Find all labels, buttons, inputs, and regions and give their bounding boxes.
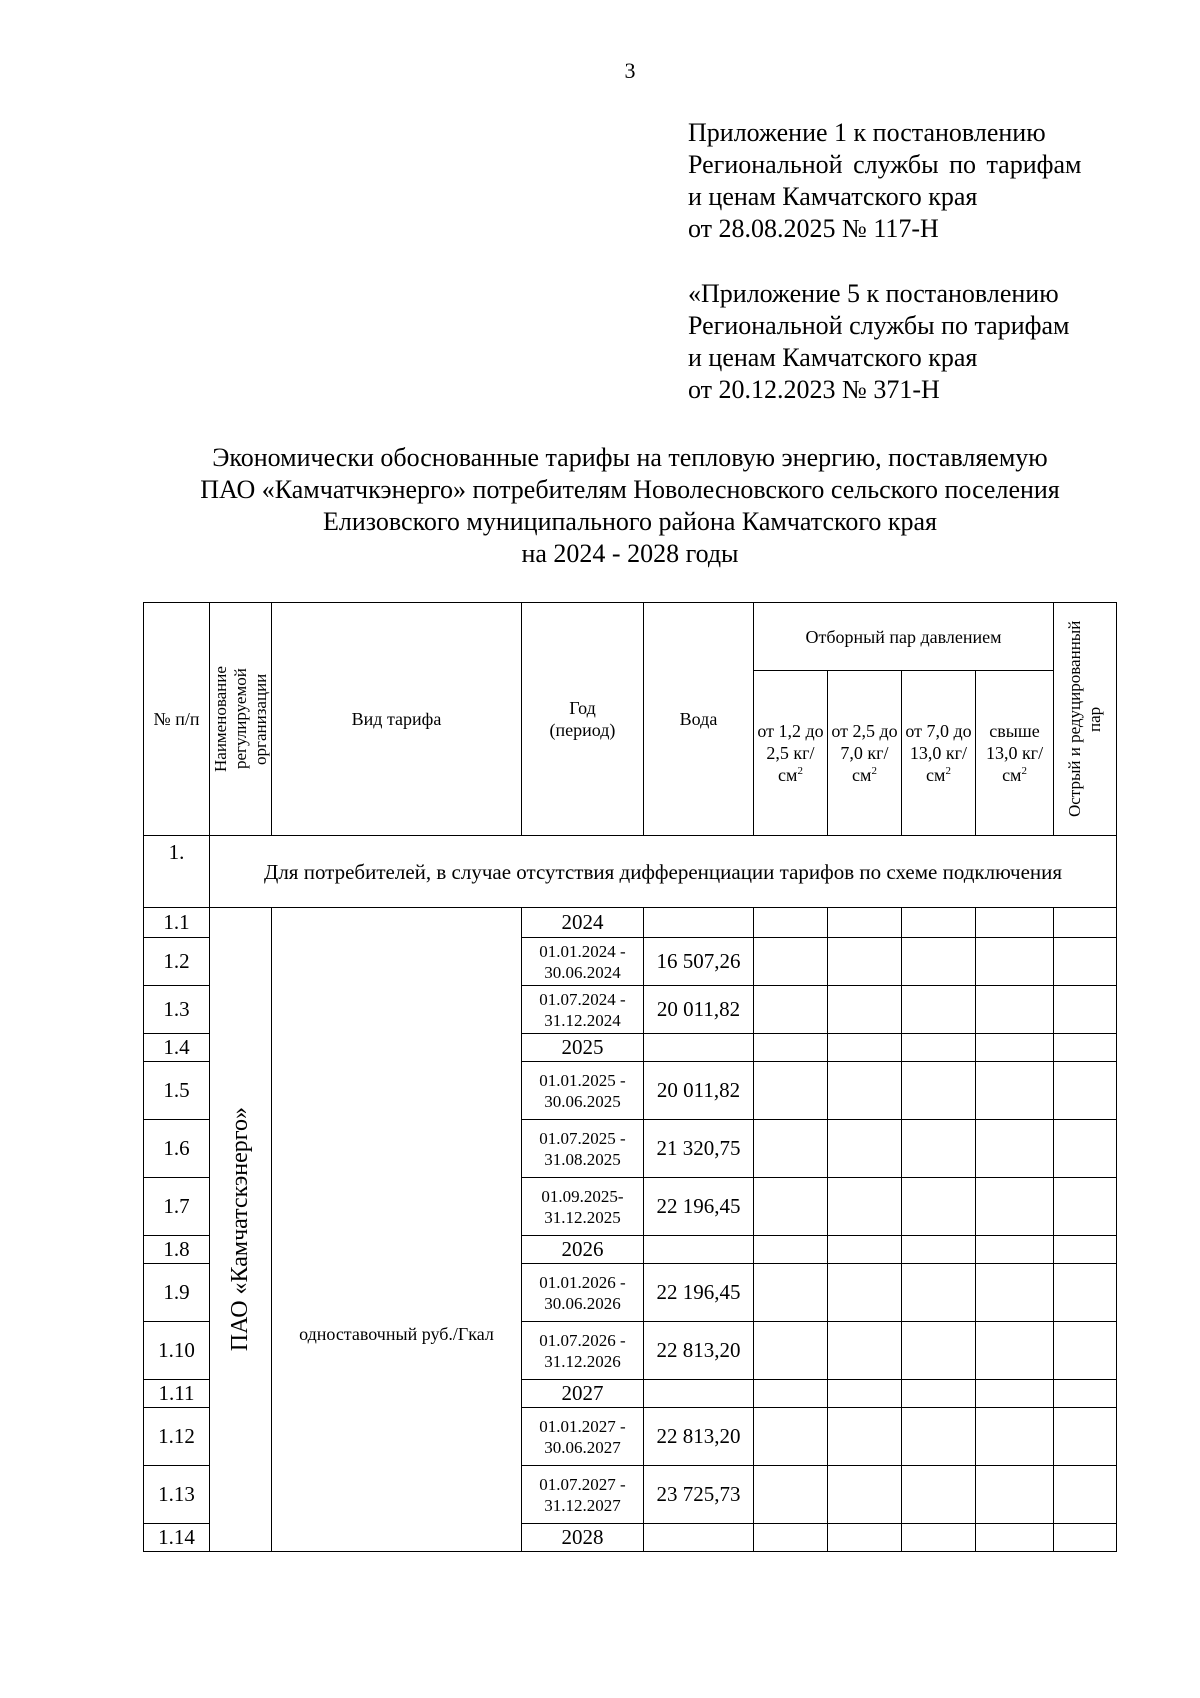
header-org [210,603,272,836]
empty-steam-cell [754,1524,828,1552]
empty-steam-cell [1054,986,1117,1034]
period-range: 01.07.2025 - 31.08.2025 [522,1120,644,1178]
table-row [144,908,1117,938]
empty-steam-cell [902,1120,976,1178]
empty-steam-cell [754,1062,828,1120]
header-steam-7-0-text: от 7,0 до 13,0 кг/см [905,721,972,786]
water-tariff-value [644,1380,754,1408]
empty-steam-cell [902,1380,976,1408]
empty-steam-cell [754,1178,828,1236]
empty-steam-cell [976,1322,1054,1380]
tariff-table [143,602,1117,1552]
empty-steam-cell [976,1380,1054,1408]
water-tariff-value: 22 813,20 [644,1408,754,1466]
header-steam-group: Отборный пар давлением [754,603,1054,671]
empty-steam-cell [1054,1322,1117,1380]
period-range: 01.01.2025 - 30.06.2025 [522,1062,644,1120]
row-num: 1.5 [144,1062,210,1120]
water-tariff-value [644,908,754,938]
empty-steam-cell [902,1264,976,1322]
row-num: 1.10 [144,1322,210,1380]
empty-steam-cell [1054,1062,1117,1120]
empty-steam-cell [902,1236,976,1264]
empty-steam-cell [754,986,828,1034]
row-num: 1.8 [144,1236,210,1264]
water-tariff-value: 23 725,73 [644,1466,754,1524]
appendix-1-line: и ценам Камчатского края [688,182,978,211]
empty-steam-cell [1054,938,1117,986]
document-title [100,442,1160,570]
section-title: Для потребителей, в случае отсутствия дифференциации тарифов по схеме подключения [210,836,1117,908]
empty-steam-cell [1054,1236,1117,1264]
header-org-text: Наименование регулируемой организации [210,666,270,772]
water-tariff-value: 22 196,45 [644,1178,754,1236]
empty-steam-cell [754,908,828,938]
header-num: № п/п [144,603,210,836]
header-steam-13 [976,671,1054,836]
water-tariff-value: 22 196,45 [644,1264,754,1322]
empty-steam-cell [828,1466,902,1524]
empty-steam-cell [1054,908,1117,938]
row-num: 1.4 [144,1034,210,1062]
empty-steam-cell [976,908,1054,938]
empty-steam-cell [976,1034,1054,1062]
empty-steam-cell [1054,1120,1117,1178]
superscript: 2 [871,765,877,778]
row-num: 1.12 [144,1408,210,1466]
water-tariff-value [644,1236,754,1264]
empty-steam-cell [828,908,902,938]
empty-steam-cell [902,1408,976,1466]
empty-steam-cell [828,1178,902,1236]
water-tariff-value: 16 507,26 [644,938,754,986]
superscript: 2 [797,765,803,778]
page-number: 3 [624,58,636,83]
empty-steam-cell [1054,1466,1117,1524]
water-tariff-value: 20 011,82 [644,986,754,1034]
empty-steam-cell [976,1062,1054,1120]
appendix-2-line: от 20.12.2023 № 371-Н [688,375,940,404]
empty-steam-cell [828,1062,902,1120]
empty-steam-cell [976,1466,1054,1524]
empty-steam-cell [976,1236,1054,1264]
period-range: 01.01.2024 - 30.06.2024 [522,938,644,986]
empty-steam-cell [828,986,902,1034]
header-sharp-steam-text: Острый и редуцированный пар [1065,620,1105,818]
empty-steam-cell [902,1322,976,1380]
empty-steam-cell [828,1034,902,1062]
row-num: 1.11 [144,1380,210,1408]
period-range: 01.01.2026 - 30.06.2026 [522,1264,644,1322]
period-range: 01.07.2024 - 31.12.2024 [522,986,644,1034]
period-year: 2027 [522,1380,644,1408]
empty-steam-cell [754,1034,828,1062]
title-line: Экономически обоснованные тарифы на тепловую энергию, поставляемую [212,443,1048,472]
empty-steam-cell [1054,1408,1117,1466]
empty-steam-cell [828,1380,902,1408]
water-tariff-value: 20 011,82 [644,1062,754,1120]
empty-steam-cell [754,1466,828,1524]
empty-steam-cell [754,1380,828,1408]
empty-steam-cell [828,1322,902,1380]
header-steam-1-2 [754,671,828,836]
header-water: Вода [644,603,754,836]
empty-steam-cell [976,986,1054,1034]
header-steam-13-text: свыше 13,0 кг/см [985,721,1044,786]
empty-steam-cell [902,1178,976,1236]
empty-steam-cell [976,1264,1054,1322]
appendix-2-line: и ценам Камчатского края [688,343,978,372]
empty-steam-cell [902,1062,976,1120]
header-year: Год (период) [522,603,644,836]
empty-steam-cell [902,1466,976,1524]
empty-steam-cell [902,908,976,938]
empty-steam-cell [976,1524,1054,1552]
empty-steam-cell [754,1322,828,1380]
period-range: 01.09.2025- 31.12.2025 [522,1178,644,1236]
empty-steam-cell [976,1178,1054,1236]
org-name-cell [210,908,272,1552]
period-year: 2026 [522,1236,644,1264]
empty-steam-cell [828,938,902,986]
row-num: 1.3 [144,986,210,1034]
water-tariff-value: 21 320,75 [644,1120,754,1178]
org-name: ПАО «Камчатскэнерго» [227,1107,253,1352]
header-steam-2-5-text: от 2,5 до 7,0 кг/см [831,721,898,786]
empty-steam-cell [828,1524,902,1552]
row-num: 1.14 [144,1524,210,1552]
section-num: 1. [144,836,210,908]
empty-steam-cell [1054,1034,1117,1062]
row-num: 1.6 [144,1120,210,1178]
header-steam-7-0 [902,671,976,836]
water-tariff-value: 22 813,20 [644,1322,754,1380]
period-range: 01.07.2027 - 31.12.2027 [522,1466,644,1524]
row-num: 1.13 [144,1466,210,1524]
superscript: 2 [945,765,951,778]
empty-steam-cell [902,938,976,986]
period-year: 2025 [522,1034,644,1062]
header-steam-1-2-text: от 1,2 до 2,5 кг/см [757,721,824,786]
empty-steam-cell [1054,1524,1117,1552]
empty-steam-cell [976,1408,1054,1466]
empty-steam-cell [754,938,828,986]
row-num: 1.9 [144,1264,210,1322]
tariff-kind: одноставочный руб./Гкал [272,908,522,1552]
empty-steam-cell [754,1120,828,1178]
empty-steam-cell [902,1524,976,1552]
appendix-1-reference [688,117,1081,245]
row-num: 1.1 [144,908,210,938]
header-sharp-steam [1054,603,1117,836]
title-line: на 2024 - 2028 годы [521,539,739,568]
empty-steam-cell [828,1236,902,1264]
title-line: ПАО «Камчатчкэнерго» потребителям Новолесновского сельского поселения [200,475,1060,504]
empty-steam-cell [976,938,1054,986]
row-num: 1.2 [144,938,210,986]
empty-steam-cell [1054,1380,1117,1408]
appendix-2-line: «Приложение 5 к постановлению [688,279,1059,308]
row-num: 1.7 [144,1178,210,1236]
superscript: 2 [1021,765,1027,778]
water-tariff-value [644,1524,754,1552]
water-tariff-value [644,1034,754,1062]
empty-steam-cell [1054,1264,1117,1322]
empty-steam-cell [754,1236,828,1264]
appendix-2-reference [688,278,1069,406]
period-range: 01.07.2026 - 31.12.2026 [522,1322,644,1380]
empty-steam-cell [1054,1178,1117,1236]
empty-steam-cell [976,1120,1054,1178]
empty-steam-cell [902,1034,976,1062]
empty-steam-cell [754,1264,828,1322]
header-tariff-kind: Вид тарифа [272,603,522,836]
title-line: Елизовского муниципального района Камчатского края [323,507,937,536]
period-year: 2024 [522,908,644,938]
header-steam-2-5 [828,671,902,836]
period-range: 01.01.2027 - 30.06.2027 [522,1408,644,1466]
empty-steam-cell [828,1120,902,1178]
empty-steam-cell [754,1408,828,1466]
empty-steam-cell [902,986,976,1034]
empty-steam-cell [828,1408,902,1466]
appendix-1-line: от 28.08.2025 № 117-Н [688,214,939,243]
appendix-1-line: Приложение 1 к постановлению [688,118,1046,147]
appendix-2-line: Региональной службы по тарифам [688,311,1070,340]
period-year: 2028 [522,1524,644,1552]
empty-steam-cell [828,1264,902,1322]
appendix-1-line: Региональной службы по тарифам [688,150,1082,179]
